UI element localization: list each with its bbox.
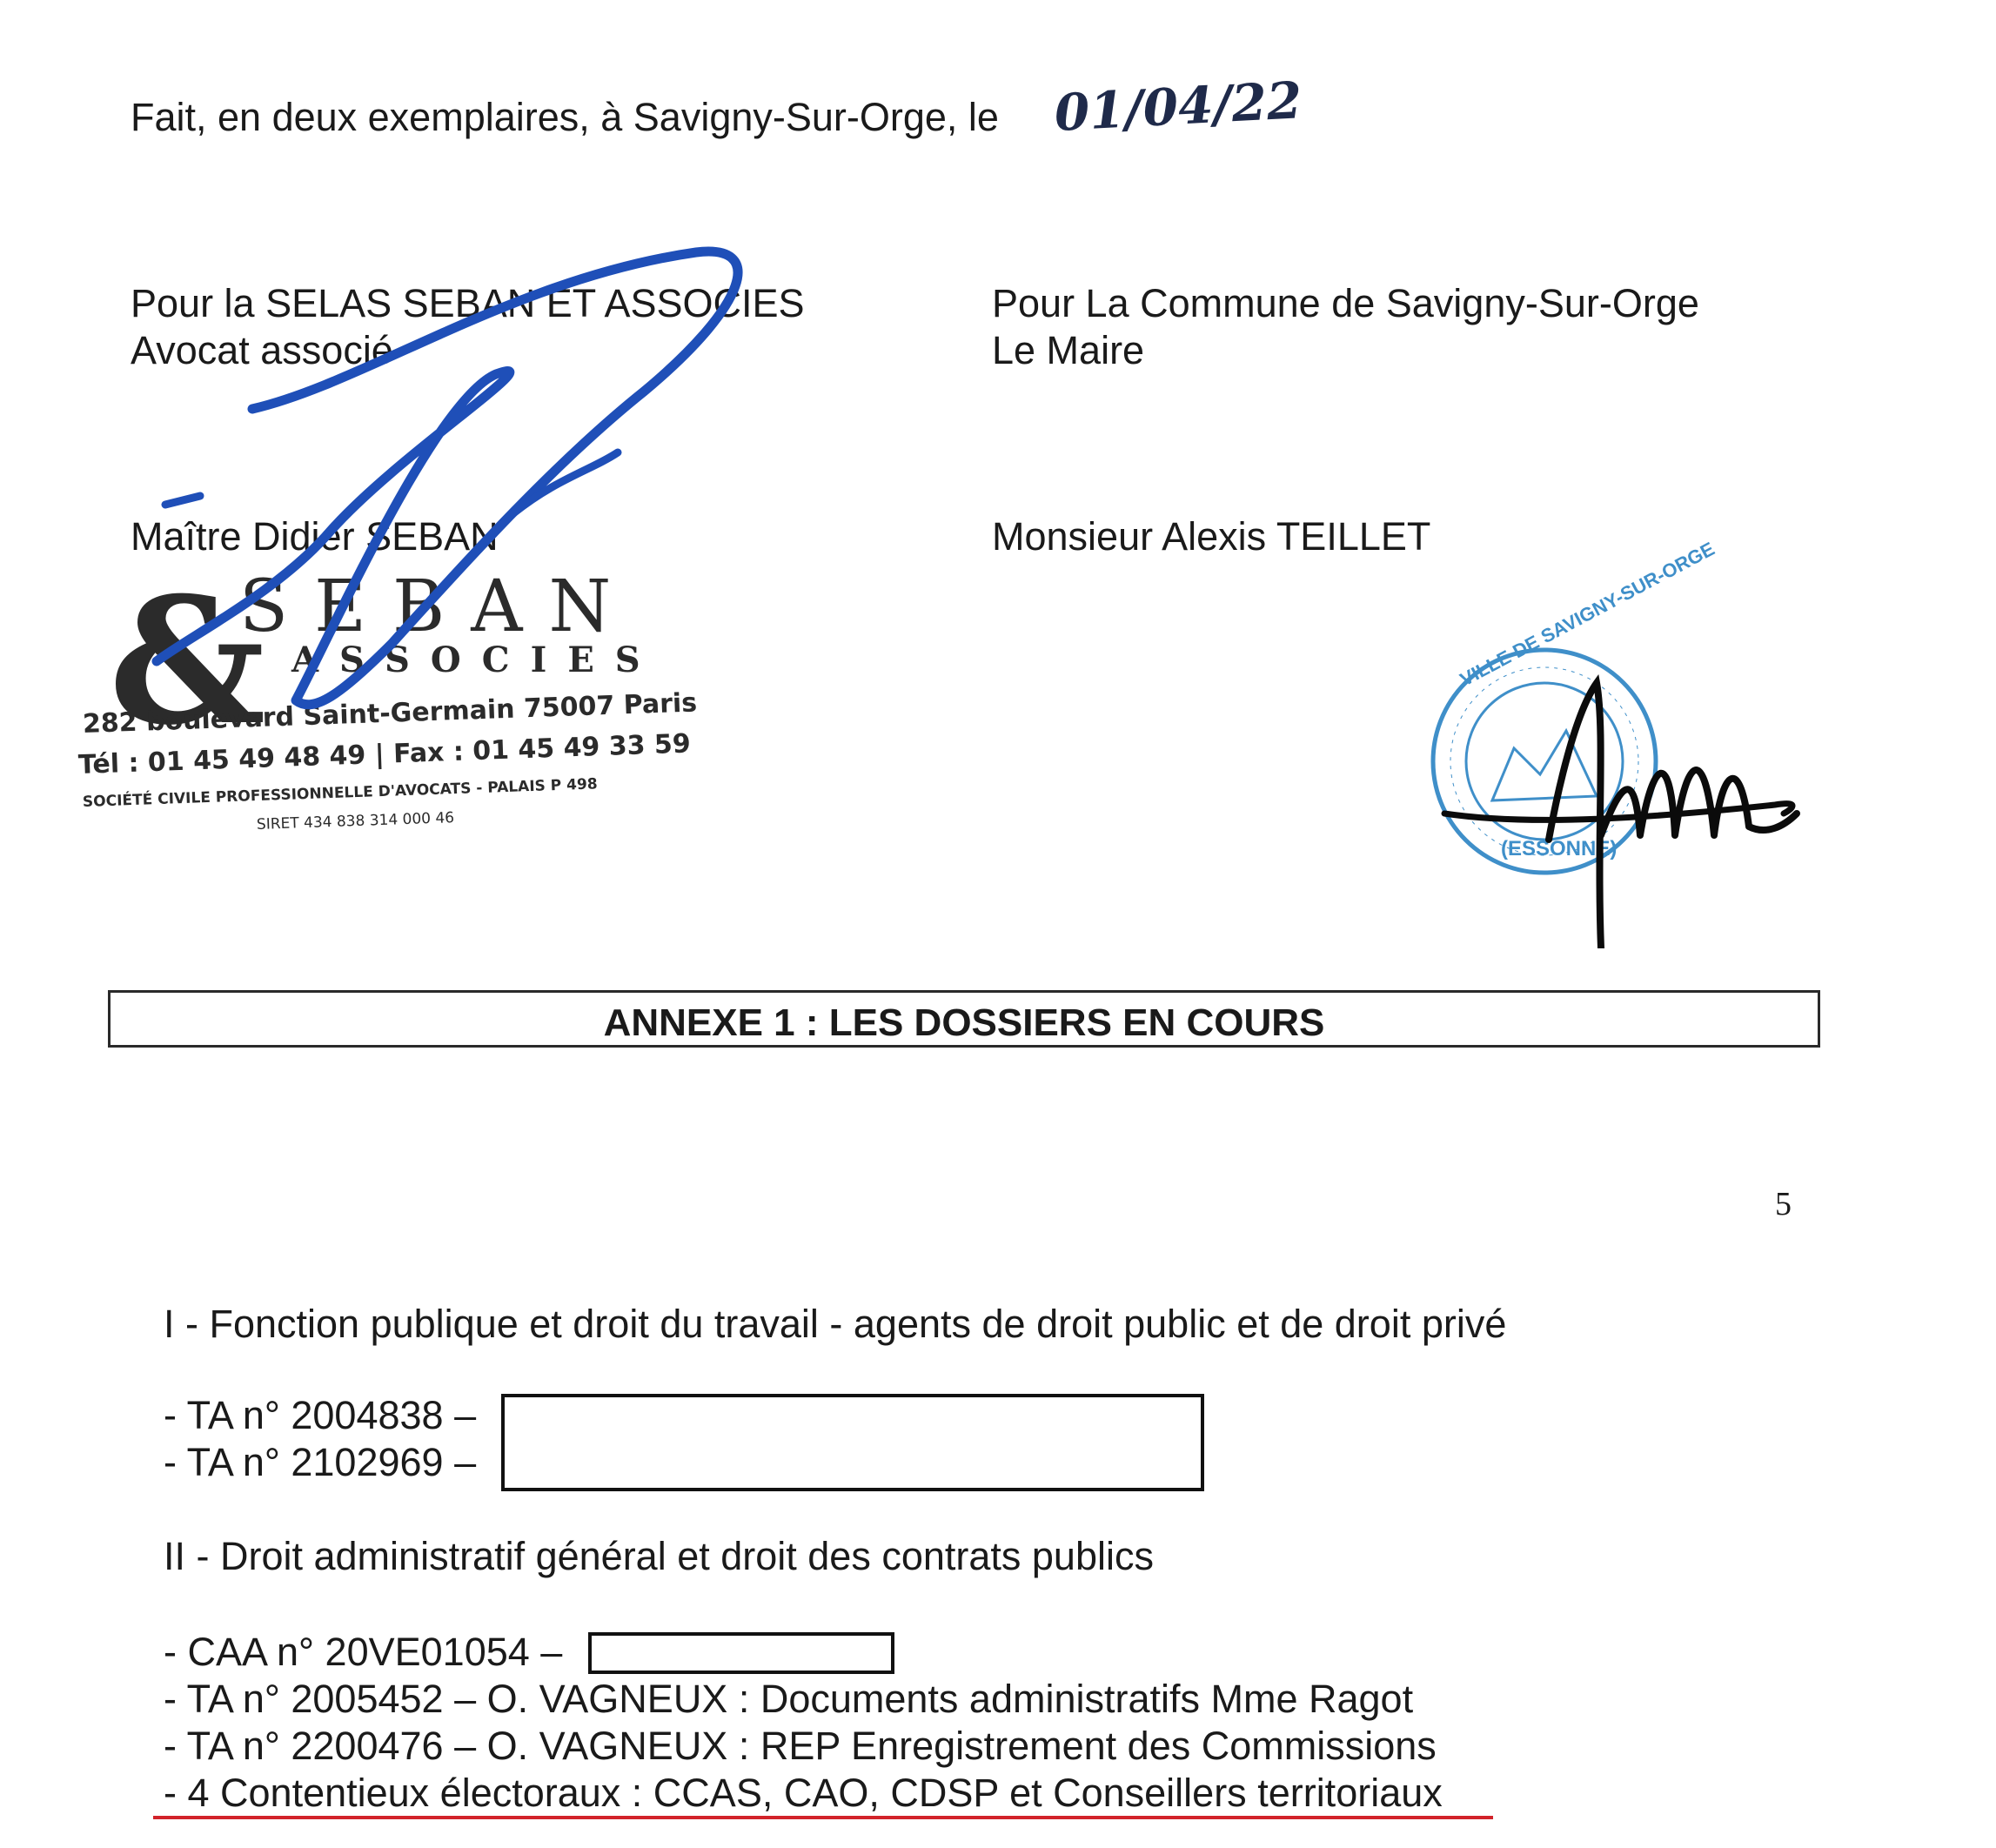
place-date-line: Fait, en deux exemplaires, à Savigny-Sur-Orge, le: [131, 95, 999, 139]
page-number: 5: [1775, 1186, 1792, 1222]
svg-text:&: &: [109, 592, 266, 740]
right-signatory-name: Monsieur Alexis TEILLET: [992, 514, 1431, 559]
case-line-3: - CAA n° 20VE01054 –: [164, 1630, 563, 1674]
case-line-2: - TA n° 2102969 –: [164, 1440, 477, 1484]
firm-logo-word-associes: ASSOCIES: [291, 639, 661, 680]
city-seal-ring-text: VILLE DE SAVIGNY-SUR-ORGE: [1456, 537, 1718, 691]
section-heading-2: II - Droit administratif général et droit des contrats publics: [164, 1534, 1154, 1578]
city-seal-bottom-text: (ESSONNE): [1501, 837, 1618, 860]
case-line-1: - TA n° 2004838 –: [164, 1393, 477, 1437]
case-line-6: - 4 Contentieux électoraux : CCAS, CAO, CDSP et Conseillers territoriaux: [164, 1771, 1443, 1815]
mayor-signature-icon: [1427, 661, 1819, 948]
firm-stamp-company-type: SOCIÉTÉ CIVILE PROFESSIONNELLE D'AVOCATS - PALAIS P 498: [82, 775, 598, 811]
redaction-box-1: [501, 1394, 1204, 1491]
left-signatory-name: Maître Didier SEBAN: [131, 514, 499, 559]
handwritten-date: 01/04/22: [1053, 70, 1303, 143]
right-party-for-line: Pour La Commune de Savigny-Sur-Orge: [992, 281, 1699, 325]
red-underline: [153, 1816, 1493, 1819]
section-heading-1: I - Fonction publique et droit du travail - agents de droit public et de droit privé: [164, 1302, 1507, 1346]
annex-title: ANNEXE 1 : LES DOSSIERS EN COURS: [603, 1001, 1325, 1044]
right-party-role: Le Maire: [992, 328, 1145, 372]
firm-stamp-address: 282 boulevard Saint-Germain 75007 Paris: [82, 687, 698, 740]
case-line-5: - TA n° 2200476 – O. VAGNEUX : REP Enregistrement des Commissions: [164, 1724, 1437, 1768]
annex-title-box: [108, 990, 1820, 1048]
case-line-4: - TA n° 2005452 – O. VAGNEUX : Documents administratifs Mme Ragot: [164, 1677, 1414, 1721]
firm-stamp-siret: SIRET 434 838 314 000 46: [256, 809, 455, 834]
firm-stamp-phone-fax: Tél : 01 45 49 48 49 | Fax : 01 45 49 33 59: [77, 728, 692, 780]
left-party-role: Avocat associé: [131, 328, 393, 372]
lawyer-signature-icon: [104, 226, 887, 713]
left-party-for-line: Pour la SELAS SEBAN ET ASSOCIES: [131, 281, 805, 325]
redaction-box-2: [588, 1632, 894, 1674]
firm-logo-word-seban: SEBAN: [239, 566, 638, 648]
